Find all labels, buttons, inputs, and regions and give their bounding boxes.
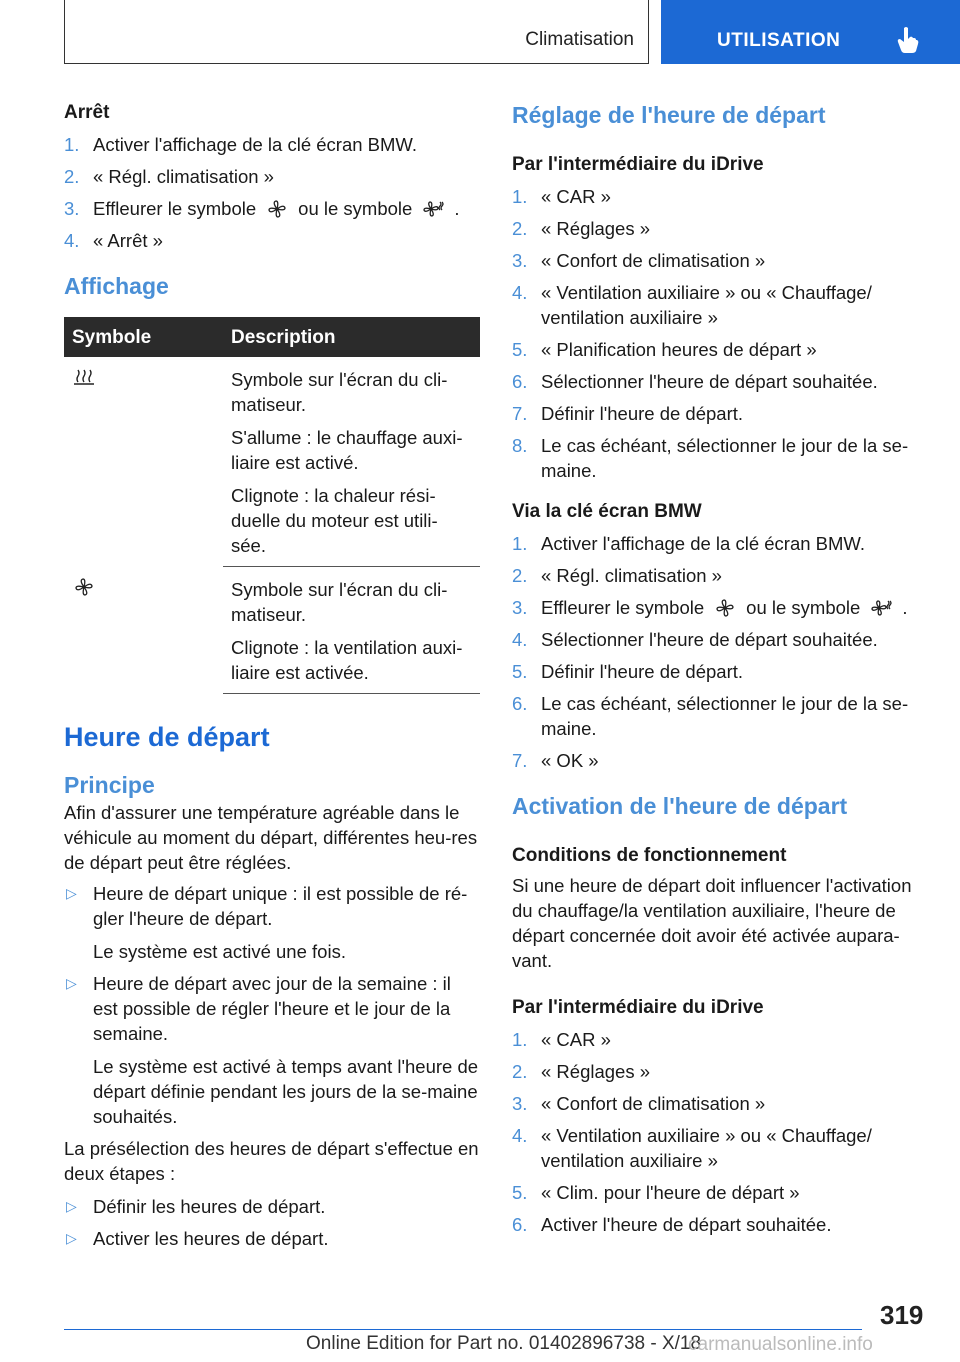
idrive-steps: [512, 184, 928, 483]
list-item: 2. « Réglages »: [512, 1061, 651, 1082]
col-symbol: Symbole: [64, 317, 223, 357]
display-heading: Affichage: [64, 273, 169, 299]
heater-symbol-icon: [72, 367, 96, 387]
list-item: 4. Sélectionner l'heure de départ souhaitée.: [512, 629, 878, 650]
symbol-table: [64, 317, 480, 694]
list-item: ▷ Heure de départ avec jour de la semaine : il est possible de régler l'heure et le jour de la semaine. Le système est activé à temps avant l'heure de départ définie pendant les jours de la se-maine souhaités.: [66, 973, 479, 1127]
edition-text: Online Edition for Part no. 01402896738 - X/18: [306, 1333, 702, 1354]
list-item: 8. Le cas échéant, sélectionner le jour de la se-maine.: [512, 435, 909, 481]
chapter-tab-label: UTILISATION: [717, 30, 841, 51]
list-item: 7. Définir l'heure de départ.: [512, 403, 744, 424]
fan-symbol-icon: [72, 577, 96, 597]
list-item: 3. « Confort de climatisation »: [512, 1093, 766, 1114]
key-steps: [512, 531, 928, 773]
right-column: [512, 100, 928, 1244]
list-item: 2. « Régl. climatisation »: [512, 565, 722, 586]
list-item: ▷ Heure de départ unique : il est possible de ré-gler l'heure de départ. Le système est activé une fois.: [66, 883, 468, 962]
stop-steps: [64, 132, 480, 253]
hand-pointer-icon: [897, 26, 919, 54]
conditions-text: Si une heure de départ doit influencer l'activation du chauffage/la ventilation auxiliaire, l'heure de départ concernée doit avoir été activée aupara-vant.: [512, 875, 912, 971]
list-item: 5. Définir l'heure de départ.: [512, 661, 744, 682]
description-text: Clignote : la ventilation auxi-liaire est activée.: [231, 637, 463, 683]
left-column: [64, 100, 480, 1258]
page-number: 319: [880, 1300, 924, 1330]
principle-text: Afin d'assurer une température agréable dans le véhicule au moment du départ, différentes heu-res de départ peut être réglées.: [64, 802, 478, 873]
list-item: 1. Activer l'affichage de la clé écran BMW.: [512, 533, 866, 554]
activation-idrive-heading: Par l'intermédiaire du iDrive: [512, 997, 764, 1018]
principle-heading: Principe: [64, 772, 155, 798]
list-item: 6. Activer l'heure de départ souhaitée.: [512, 1214, 832, 1235]
list-item: 4. « Arrêt »: [64, 230, 163, 251]
fan-heat-symbol-icon: [422, 199, 444, 219]
header-box: [64, 0, 649, 64]
col-description: Description: [223, 317, 480, 357]
table-row: [64, 567, 480, 694]
fan-symbol-icon: [714, 598, 736, 618]
section-title: Climatisation: [525, 29, 634, 50]
list-item: 2. « Régl. climatisation »: [64, 166, 274, 187]
list-item: 6. Le cas échéant, sélectionner le jour de la se-maine.: [512, 693, 909, 739]
set-time-heading: Réglage de l'heure de départ: [512, 102, 826, 128]
list-item: 3. Effleurer le symbole ou le symbole .: [64, 198, 460, 219]
list-item: 7. « OK »: [512, 750, 599, 771]
watermark: carmanualsonline.info: [688, 1334, 873, 1355]
list-item: 1. « CAR »: [512, 186, 611, 207]
list-item: ▷ Définir les heures de départ.: [66, 1196, 326, 1217]
list-item: 2. « Réglages »: [512, 218, 651, 239]
departure-heading: Heure de départ: [64, 722, 270, 752]
fan-heat-symbol-icon: [870, 598, 892, 618]
list-item: 4. « Ventilation auxiliaire » ou « Chauffage/ ventilation auxiliaire »: [512, 282, 872, 328]
stop-heading: Arrêt: [64, 102, 110, 123]
list-item: 6. Sélectionner l'heure de départ souhaitée.: [512, 371, 878, 392]
footer-divider: [64, 1329, 862, 1330]
list-item: 3. Effleurer le symbole ou le symbole .: [512, 597, 908, 618]
description-text: Symbole sur l'écran du cli-matiseur.: [231, 369, 448, 415]
list-item: 5. « Planification heures de départ »: [512, 339, 817, 360]
description-text: Clignote : la chaleur rési-duelle du moteur est utili-sée.: [231, 485, 438, 556]
key-heading: Via la clé écran BMW: [512, 501, 702, 522]
idrive-heading: Par l'intermédiaire du iDrive: [512, 154, 764, 175]
activation-heading: Activation de l'heure de départ: [512, 793, 848, 819]
list-item: 3. « Confort de climatisation »: [512, 250, 766, 271]
fan-symbol-icon: [266, 199, 288, 219]
conditions-heading: Conditions de fonctionnement: [512, 845, 787, 866]
description-text: S'allume : le chauffage auxi-liaire est activé.: [231, 427, 463, 473]
list-item: 1. « CAR »: [512, 1029, 611, 1050]
list-item: 5. « Clim. pour l'heure de départ »: [512, 1182, 800, 1203]
activation-steps: [512, 1027, 928, 1237]
preselect-text: La présélection des heures de départ s'effectue en deux étapes :: [64, 1138, 479, 1184]
list-item: 4. « Ventilation auxiliaire » ou « Chauffage/ ventilation auxiliaire »: [512, 1125, 872, 1171]
description-text: Symbole sur l'écran du cli-matiseur.: [231, 579, 448, 625]
table-row: [64, 357, 480, 567]
list-item: 1. Activer l'affichage de la clé écran BMW.: [64, 134, 418, 155]
departure-bullets: [64, 881, 480, 1129]
chapter-tab[interactable]: [661, 0, 960, 64]
preselect-bullets: [64, 1194, 480, 1251]
list-item: ▷ Activer les heures de départ.: [66, 1228, 329, 1249]
